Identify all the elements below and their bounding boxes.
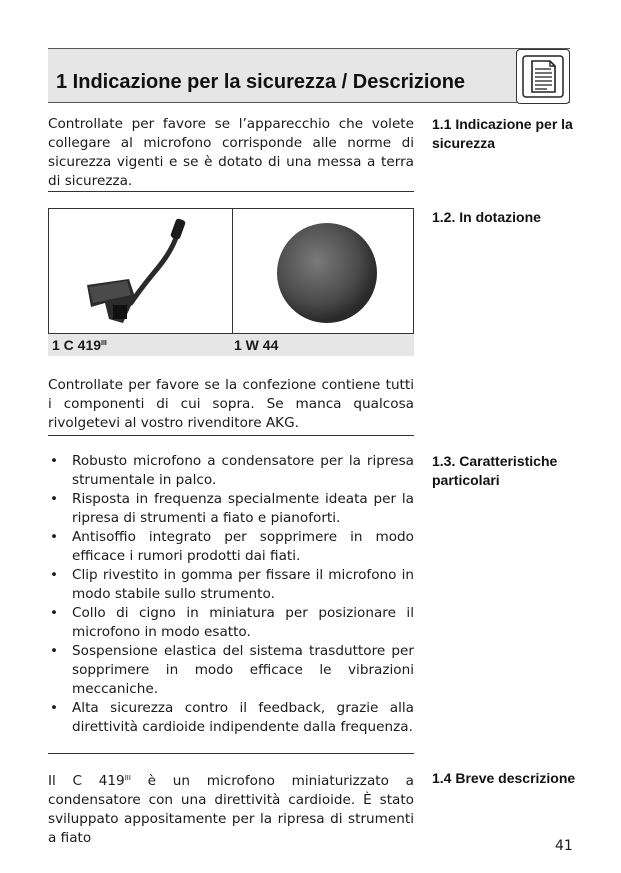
- safety-heading: 1.1 Indicazione per la sicurezza: [432, 116, 573, 151]
- list-item: • Alta sicurezza contro il feedback, grazie alla direttività cardioide indipendente dalla frequenza.: [50, 700, 414, 735]
- page-number: 41: [555, 838, 573, 854]
- features-heading: 1.3. Caratteristiche particolari: [432, 453, 558, 488]
- caption-bar: [48, 334, 414, 356]
- section-header: [48, 48, 570, 103]
- microphone-photo: [69, 211, 219, 331]
- divider: [48, 753, 414, 754]
- list-item: • Risposta in frequenza specialmente ideata per la ripresa di strumenti a fiato e pianoforti.: [50, 491, 414, 526]
- list-item: • Robusto microfono a condensatore per la ripresa strumentale in palco.: [50, 453, 414, 488]
- list-item: • Sospensione elastica del sistema trasduttore per sopprimere in modo efficace le vibrazioni meccaniche.: [50, 643, 414, 697]
- caption-c419: 1 C $419^{III}$: [52, 337, 107, 353]
- list-item: • Antisoffio integrato per sopprimere in modo efficace i rumori prodotti dai fiati.: [50, 529, 414, 564]
- features-list: [48, 452, 414, 737]
- photo-divider: [232, 209, 233, 333]
- page-title: 1 Indicazione per la sicurezza / Descrizione: [56, 71, 466, 93]
- description-heading: 1.4 Breve descrizione: [432, 770, 576, 786]
- divider: [48, 435, 414, 436]
- description-text: Il C $419^{III}$ è un microfono miniaturizzato a condensatore con una direttività cardioide. È stato sviluppato appositamente per la ripresa di strumenti a fiato: [48, 773, 414, 846]
- delivery-text: Controllate per favore se la confezione contiene tutti i componenti di cui sopra. Se manca qualcosa rivolgetevi al vostro rivenditore AKG.: [48, 377, 414, 431]
- list-item: • Clip rivestito in gomma per fissare il microfono in modo stabile sullo strumento.: [50, 567, 414, 602]
- windscreen-photo: [249, 211, 399, 331]
- delivery-heading: 1.2. In dotazione: [432, 209, 541, 225]
- list-item: • Collo di cigno in miniatura per posizionare il microfono in modo esatto.: [50, 605, 414, 640]
- document-icon: [516, 49, 570, 104]
- caption-w44: 1 W 44: [234, 337, 279, 353]
- safety-text: Controllate per favore se l’apparecchio che volete collegare al microfono corrisponde alle norme di sicurezza vigenti e se è dotato di una messa a terra di sicurezza.: [48, 116, 414, 189]
- product-photos: [48, 208, 414, 334]
- divider: [48, 191, 414, 192]
